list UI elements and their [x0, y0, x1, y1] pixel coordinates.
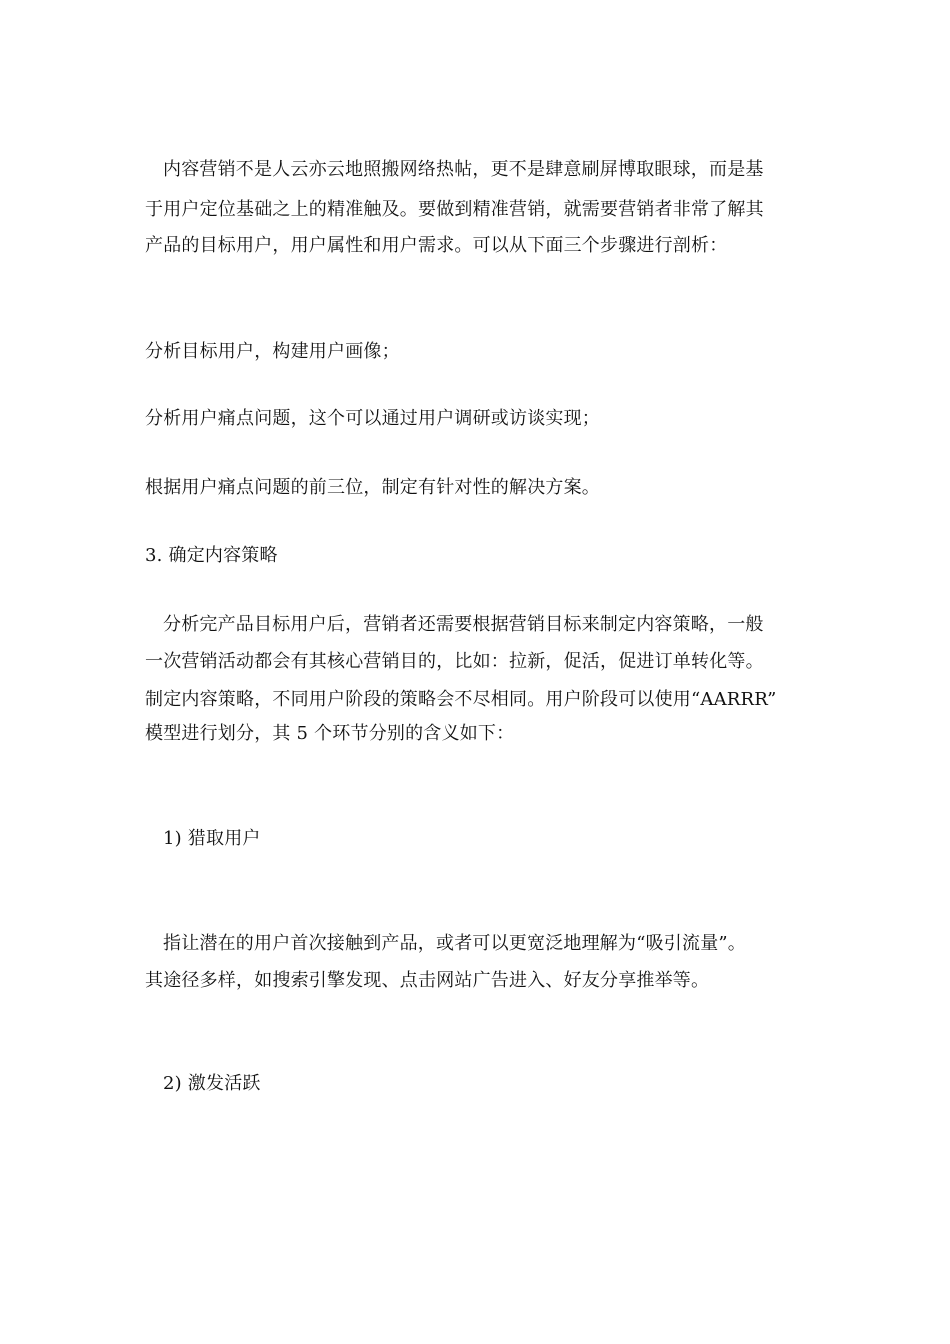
step-1-text: 分析目标用户，构建用户画像； — [145, 341, 400, 362]
strategy-paragraph-line-1: 分析完产品目标用户后，营销者还需要根据营销目标来制定内容策略，一般 — [163, 614, 764, 635]
item-1-body-line-1: 指让潜在的用户首次接触到产品，或者可以更宽泛地理解为“吸引流量”。 — [163, 933, 747, 954]
section-heading: 3. 确定内容策略 — [145, 545, 278, 566]
strategy-paragraph-line-3: 制定内容策略，不同用户阶段的策略会不尽相同。用户阶段可以使用“AARRR” — [145, 689, 777, 710]
strategy-paragraph-line-2: 一次营销活动都会有其核心营销目的，比如：拉新，促活，促进订单转化等。 — [145, 651, 764, 672]
intro-paragraph-line-2: 于用户定位基础之上的精准触及。要做到精准营销，就需要营销者非常了解其 — [145, 199, 764, 220]
strategy-paragraph-line-4: 模型进行划分，其 5 个环节分别的含义如下： — [145, 723, 515, 744]
intro-paragraph-line-3: 产品的目标用户，用户属性和用户需求。可以从下面三个步骤进行剖析： — [145, 235, 728, 256]
item-1-body-line-2: 其途径多样，如搜索引擎发现、点击网站广告进入、好友分享推举等。 — [145, 970, 710, 991]
step-3-text: 根据用户痛点问题的前三位，制定有针对性的解决方案。 — [145, 477, 600, 498]
item-2-title: 2) 激发活跃 — [163, 1073, 261, 1094]
intro-paragraph-line-1: 内容营销不是人云亦云地照搬网络热帖，更不是肆意刷屏博取眼球，而是基 — [163, 159, 764, 180]
item-1-title: 1) 猎取用户 — [163, 828, 261, 849]
step-2-text: 分析用户痛点问题，这个可以通过用户调研或访谈实现； — [145, 408, 600, 429]
